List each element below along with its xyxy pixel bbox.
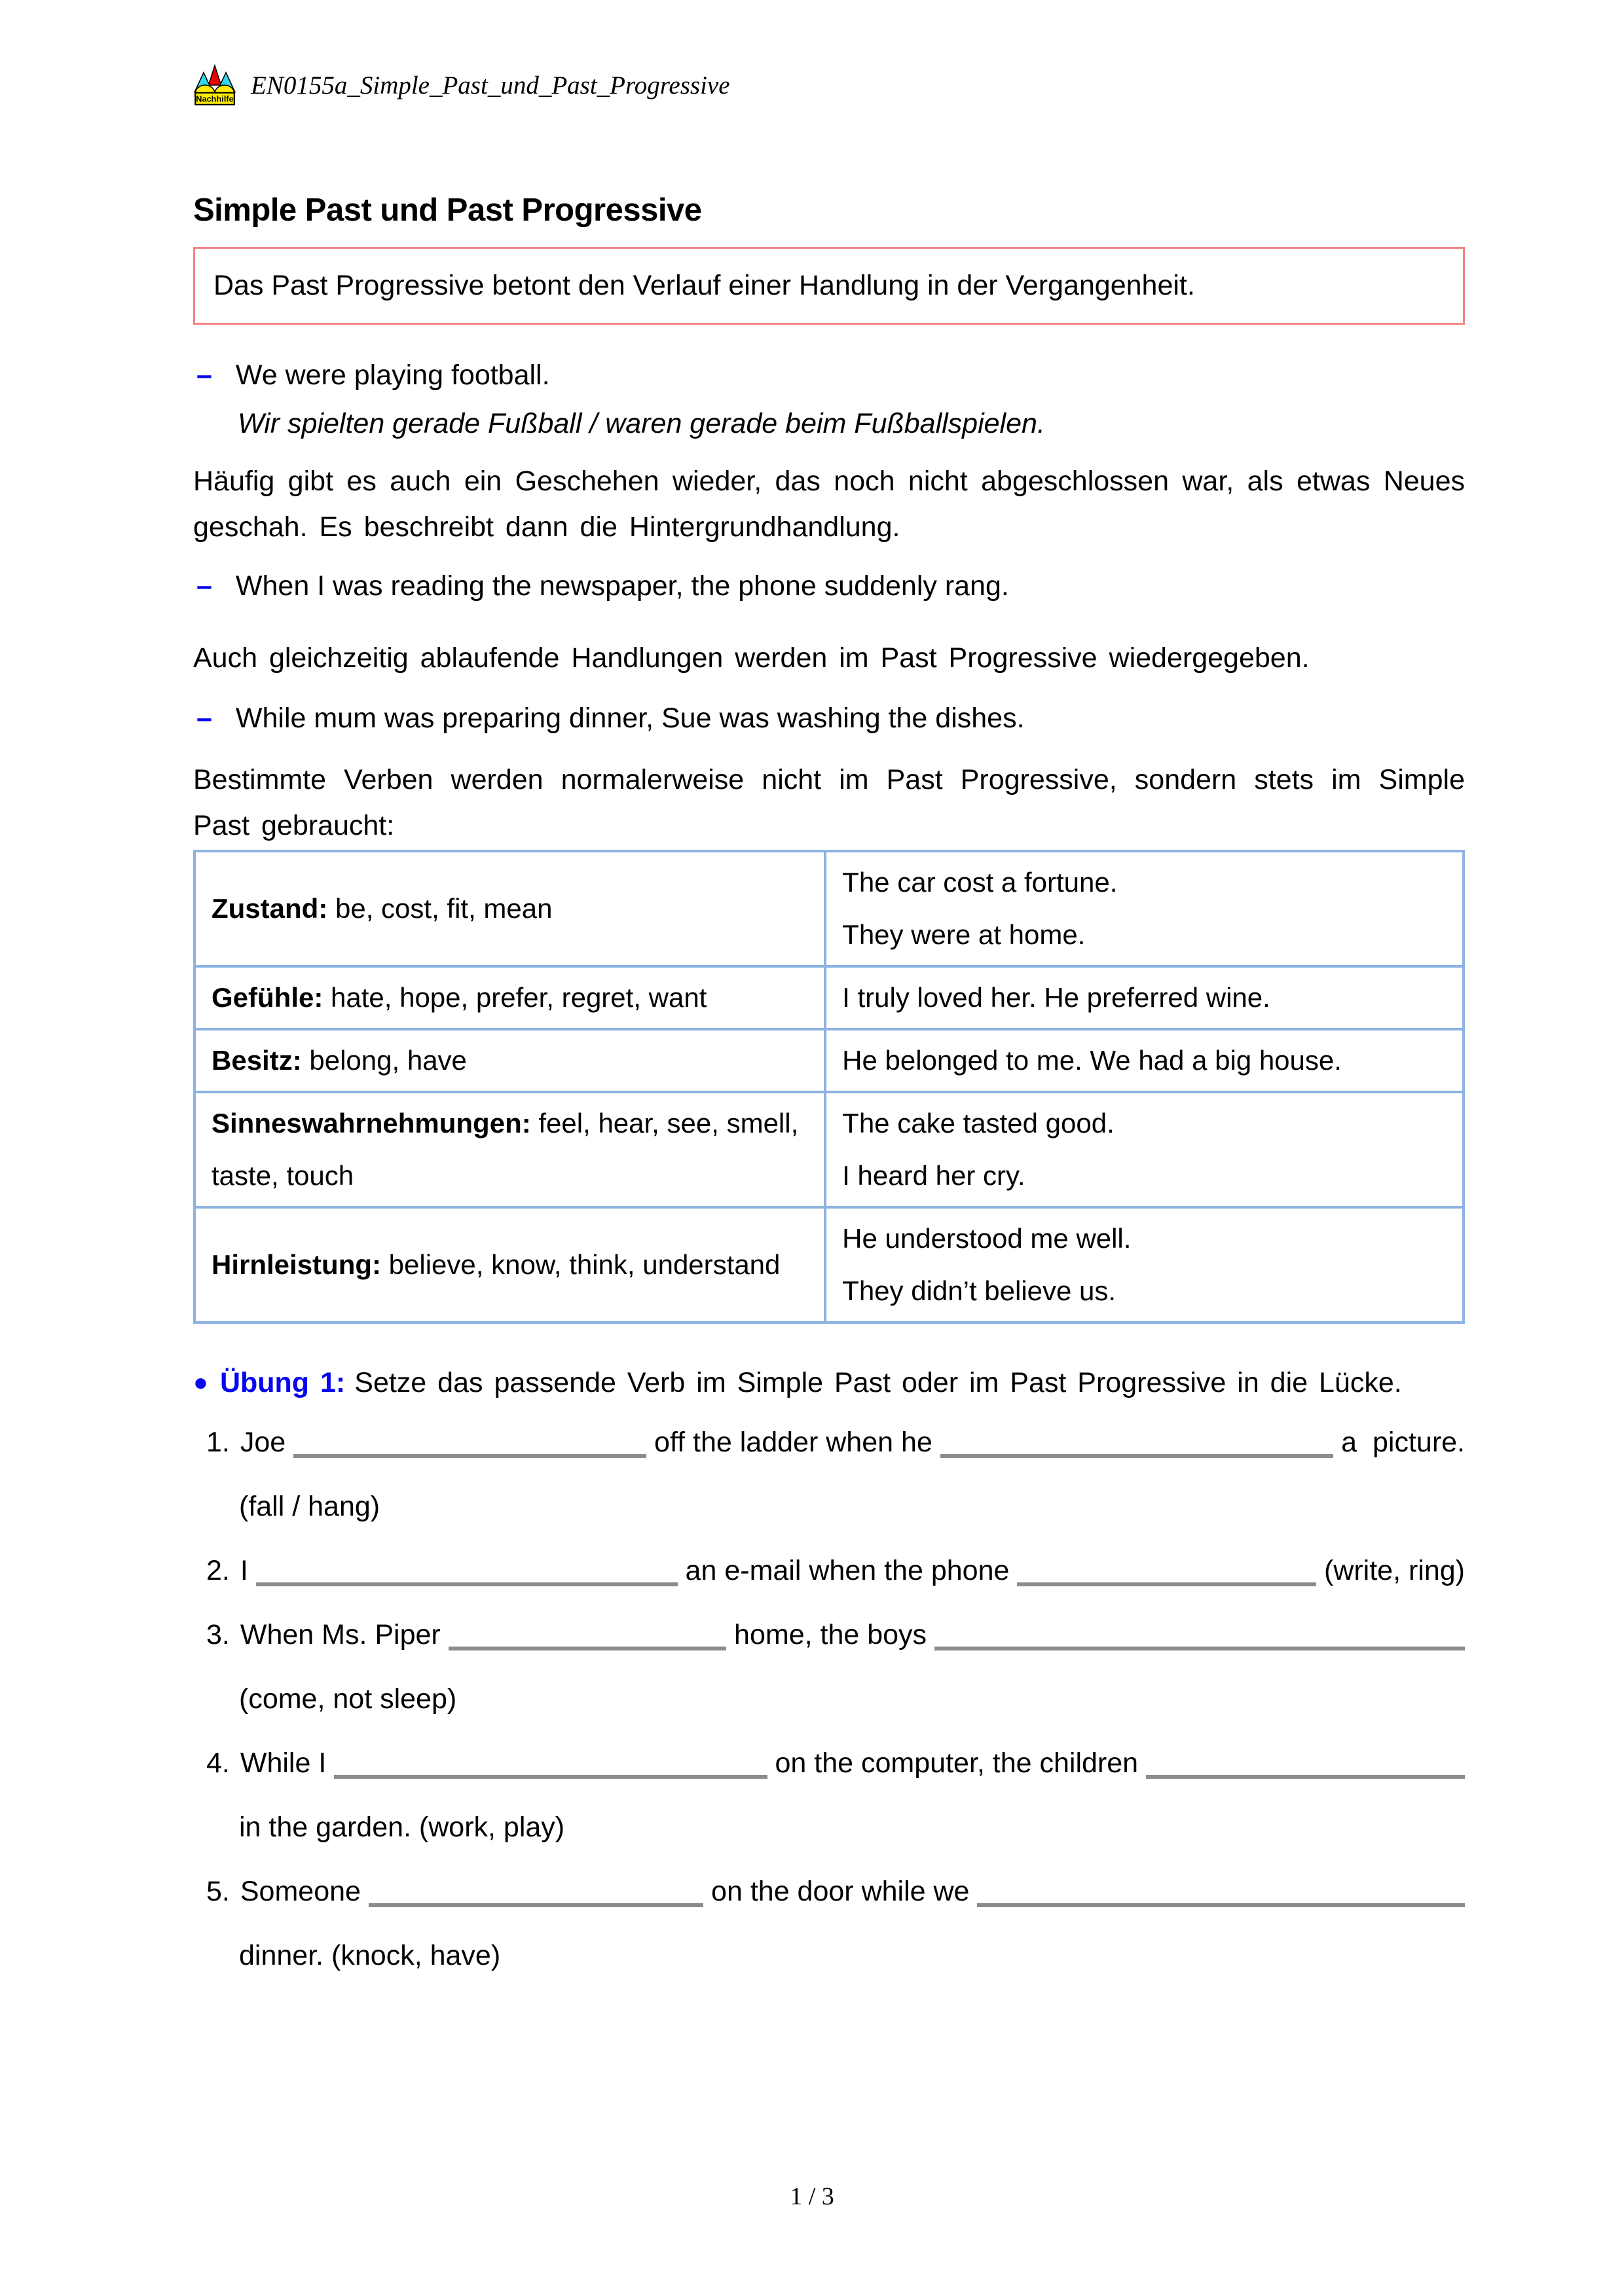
exercise-label: Übung 1:: [219, 1366, 346, 1398]
mountain-icon: [194, 65, 235, 105]
answer-blank: [256, 1582, 678, 1586]
verb-categories-table: [193, 850, 1465, 1324]
exercise-item-number: 4.: [206, 1747, 230, 1779]
verb-example-cell: [825, 1029, 1464, 1092]
exercise-text: I: [240, 1554, 256, 1586]
exercise-text: an e-mail when the phone: [677, 1554, 1018, 1586]
exercise-item-number: 3.: [206, 1618, 230, 1650]
exercise-item: [193, 1742, 1465, 1848]
document-id: EN0155a_Simple_Past_und_Past_Progressive: [251, 71, 730, 100]
verb-example-sentence: They didn’t believe us.: [842, 1275, 1116, 1306]
exercise-item: [193, 1421, 1465, 1527]
rule-highlight-box: [193, 247, 1465, 325]
nachhilfe-logo: [193, 64, 236, 106]
example-line: [193, 354, 1465, 397]
exercise-heading: [193, 1360, 1465, 1406]
exercise-text: a picture.: [1333, 1426, 1465, 1458]
answer-blank: [449, 1647, 726, 1650]
verb-category-cell: Sinneswahrnehmungen: feel, hear, see, smell, taste, touch: [194, 1092, 825, 1207]
exercise-item: [193, 1550, 1465, 1592]
exercise-item-number: 5.: [206, 1875, 230, 1907]
verb-category-cell: Zustand: be, cost, fit, mean: [194, 851, 825, 966]
answer-blank: [940, 1454, 1333, 1458]
verb-example-cell: [825, 966, 1464, 1029]
answer-blank: [293, 1454, 646, 1458]
rule-text: Das Past Progressive betont den Verlauf einer Handlung in der Vergangenheit.: [213, 270, 1195, 302]
example-text: We were playing football.: [235, 359, 550, 391]
exercise-item-line: [206, 1550, 1465, 1592]
verb-example-sentence: They were at home.: [842, 919, 1086, 950]
dash-bullet: –: [196, 570, 212, 602]
verb-example-cell: [825, 851, 1464, 966]
exercise-item-line: [206, 1870, 1465, 1912]
example-text: When I was reading the newspaper, the phone suddenly rang.: [235, 570, 1009, 602]
verb-category-cell: Gefühle: hate, hope, prefer, regret, want: [194, 966, 825, 1029]
verb-category-label: Hirnleistung:: [212, 1248, 381, 1280]
exercise-text: While I: [240, 1747, 335, 1779]
verb-category-label: Besitz:: [212, 1044, 302, 1076]
answer-blank: [334, 1775, 767, 1779]
document-header: [193, 62, 1465, 108]
answer-blank: [977, 1903, 1465, 1907]
verb-category-label: Gefühle:: [212, 981, 323, 1013]
verb-example-cell: [825, 1092, 1464, 1207]
exercise-text: When Ms. Piper: [240, 1618, 449, 1650]
exercise-text: off the ladder when he: [646, 1426, 940, 1458]
verb-category-label: Zustand:: [212, 892, 328, 924]
exercise-text: on the door while we: [703, 1875, 978, 1907]
verb-example-sentence: The cake tasted good.: [842, 1107, 1115, 1139]
exercise-text: home, the boys: [726, 1618, 934, 1650]
verb-table-row: [194, 1092, 1464, 1207]
exercise-text: (write, ring): [1316, 1554, 1465, 1586]
verb-example-cell: [825, 1207, 1464, 1322]
exercise-continuation: (fall / hang): [239, 1490, 380, 1522]
exercise-item-line: [206, 1421, 1465, 1463]
dash-bullet: –: [196, 359, 212, 391]
answer-blank: [369, 1903, 703, 1907]
exercise-continuation: in the garden. (work, play): [239, 1811, 565, 1843]
verb-table-body: [194, 851, 1464, 1322]
verb-category-label: Sinneswahrnehmungen:: [212, 1107, 531, 1139]
exercise-item-number: 2.: [206, 1554, 230, 1586]
logo-label: Nachhilfe: [196, 94, 234, 104]
exercise-item: [193, 1614, 1465, 1720]
verb-table-row: [194, 1207, 1464, 1322]
example-translation: Wir spielten gerade Fußball / waren gerade beim Fußballspielen.: [238, 407, 1045, 439]
exercise-continuation: dinner. (knock, have): [239, 1939, 501, 1971]
body-paragraph: Häufig gibt es auch ein Geschehen wieder, das noch nicht abgeschlossen war, als etwas Neues geschah. Es beschreibt dann die Hintergrundhandlung.: [193, 465, 1465, 543]
verb-category-cell: Hirnleistung: believe, know, think, understand: [194, 1207, 825, 1322]
exercise-item-line: [206, 1742, 1465, 1784]
exercise-items: [193, 1421, 1465, 1977]
bullet-icon: ●: [193, 1368, 208, 1396]
footer-page-number: 1 / 3: [790, 2183, 834, 2210]
exercise-text: Joe: [240, 1426, 294, 1458]
body-paragraph: Bestimmte Verben werden normalerweise nicht im Past Progressive, sondern stets im Simple Past gebraucht:: [193, 763, 1465, 841]
body-paragraph: Auch gleichzeitig ablaufende Handlungen werden im Past Progressive wiedergegeben.: [193, 642, 1310, 674]
verb-example-sentence: He belonged to me. We had a big house.: [842, 1044, 1342, 1076]
verb-table-row: [194, 851, 1464, 966]
exercise-item-number: 1.: [206, 1426, 230, 1458]
page-title: Simple Past und Past Progressive: [193, 192, 702, 228]
example-line: [193, 697, 1465, 740]
example-text: While mum was preparing dinner, Sue was washing the dishes.: [235, 702, 1025, 734]
exercise-item: [193, 1870, 1465, 1977]
verb-example-sentence: I heard her cry.: [842, 1159, 1025, 1191]
verb-example-sentence: The car cost a fortune.: [842, 866, 1118, 898]
verb-category-cell: Besitz: belong, have: [194, 1029, 825, 1092]
verb-table-row: [194, 966, 1464, 1029]
verb-example-sentence: He understood me well.: [842, 1222, 1132, 1254]
exercise-item-line: [206, 1614, 1465, 1656]
verb-example-sentence: I truly loved her. He preferred wine.: [842, 981, 1270, 1013]
verb-table-row: [194, 1029, 1464, 1092]
exercise-text: Someone: [240, 1875, 369, 1907]
exercise-instructions: Setze das passende Verb im Simple Past oder im Past Progressive in die Lücke.: [354, 1366, 1402, 1398]
answer-blank: [1146, 1775, 1465, 1779]
answer-blank: [934, 1647, 1465, 1650]
example-line: [193, 564, 1465, 608]
exercise-continuation: (come, not sleep): [239, 1683, 457, 1715]
answer-blank: [1017, 1582, 1316, 1586]
exercise-text: on the computer, the children: [767, 1747, 1147, 1779]
dash-bullet: –: [196, 702, 212, 734]
